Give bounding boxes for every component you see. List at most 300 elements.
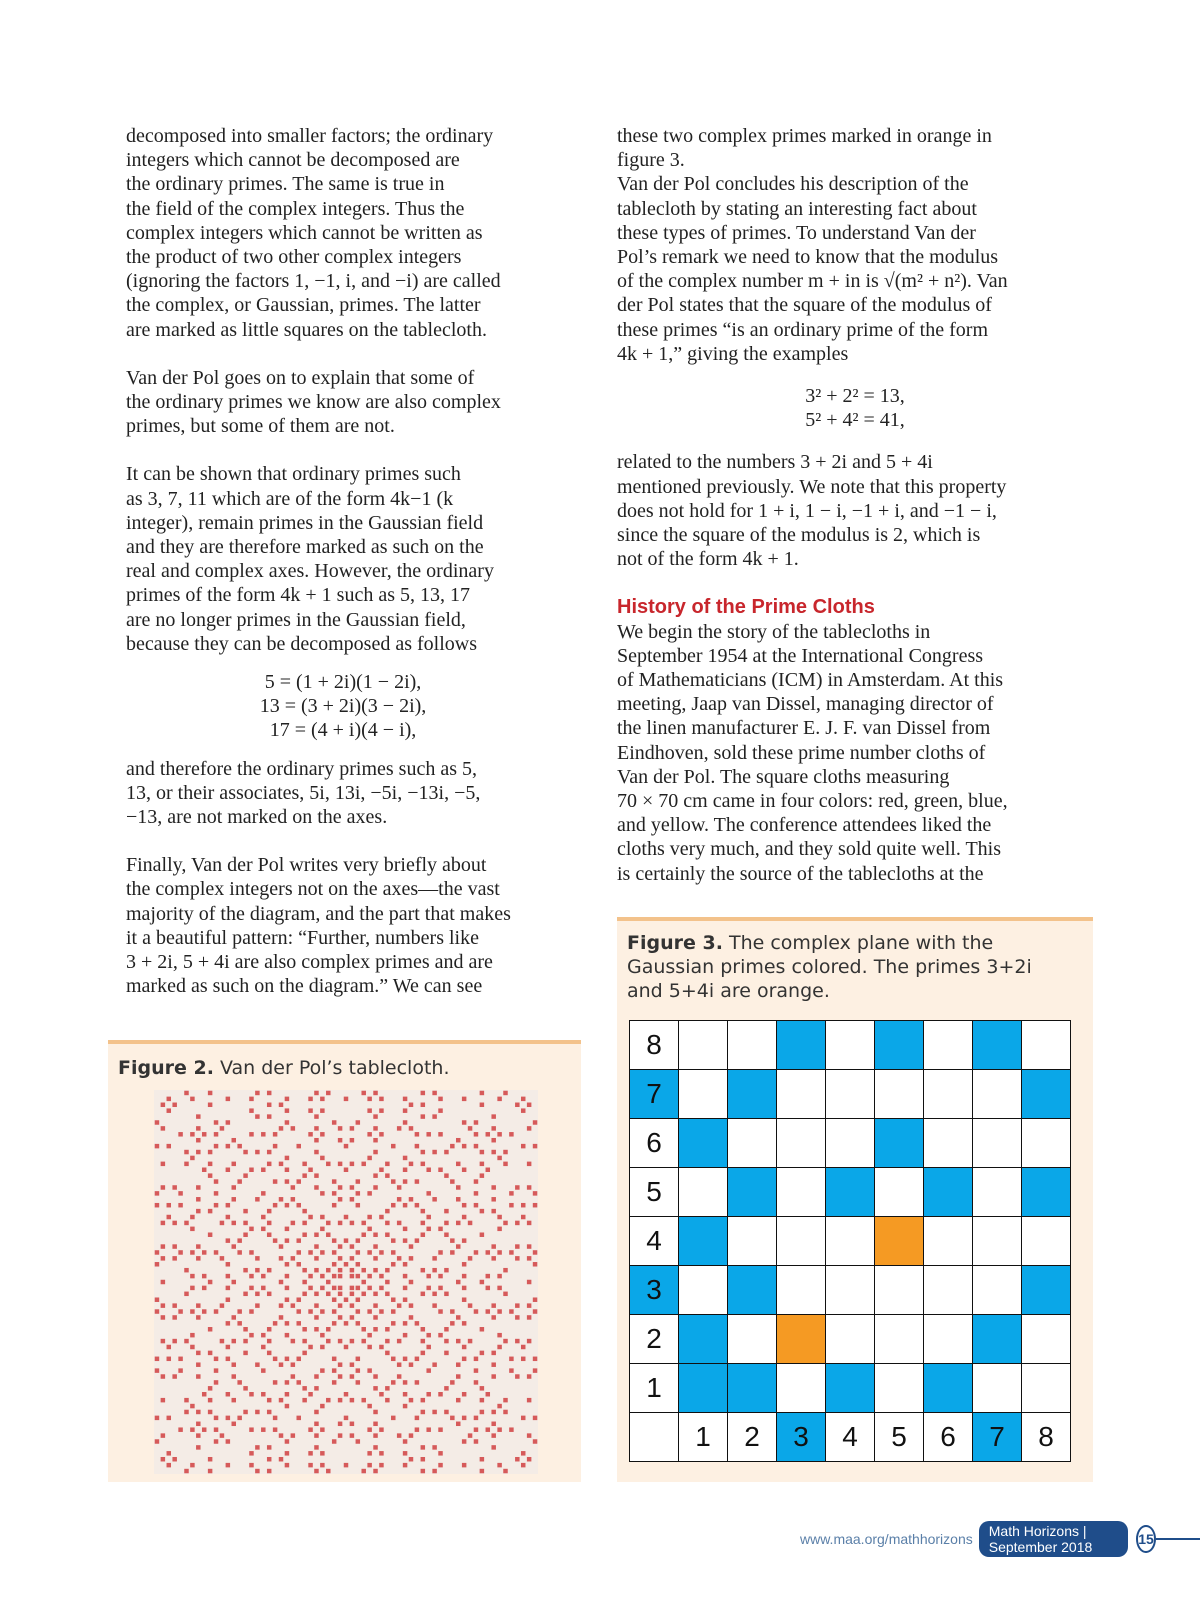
cloth-dot xyxy=(255,1292,259,1296)
text-line: Finally, Van der Pol writes very briefly about xyxy=(126,854,487,877)
cloth-dot xyxy=(190,1333,194,1337)
cloth-dot xyxy=(291,1374,295,1378)
cloth-dot xyxy=(456,1398,460,1402)
text-line: and yellow. The conference attendees liked the xyxy=(617,814,992,837)
prime-cell xyxy=(923,1167,973,1217)
cloth-dot xyxy=(332,1368,336,1372)
cloth-dot xyxy=(480,1150,484,1154)
cloth-dot xyxy=(491,1114,495,1118)
cloth-dot xyxy=(438,1274,442,1278)
cloth-dot xyxy=(373,1469,377,1473)
cloth-dot xyxy=(456,1362,460,1366)
cloth-dot xyxy=(214,1179,218,1183)
grid-cell xyxy=(678,1167,728,1217)
cloth-dot xyxy=(273,1179,277,1183)
cloth-dot xyxy=(515,1221,519,1225)
figure-label: Figure 3. xyxy=(627,932,723,954)
cloth-dot xyxy=(302,1351,306,1355)
cloth-dot xyxy=(196,1138,200,1142)
cloth-dot xyxy=(302,1173,306,1177)
cloth-dot xyxy=(426,1215,430,1219)
cloth-dot xyxy=(474,1203,478,1207)
cloth-dot xyxy=(533,1368,537,1372)
cloth-dot xyxy=(308,1168,312,1172)
cloth-dot xyxy=(314,1268,318,1272)
cloth-dot xyxy=(450,1250,454,1254)
cloth-dot xyxy=(474,1416,478,1420)
cloth-dot xyxy=(527,1221,531,1225)
cloth-dot xyxy=(273,1427,277,1431)
cloth-dot xyxy=(385,1221,389,1225)
cloth-dot xyxy=(302,1232,306,1236)
text-line: Van der Pol. The square cloths measuring xyxy=(617,765,950,788)
cloth-dot xyxy=(302,1339,306,1343)
cloth-dot xyxy=(320,1274,324,1278)
cloth-dot xyxy=(296,1144,300,1148)
cloth-dot xyxy=(279,1303,283,1307)
cloth-dot xyxy=(314,1292,318,1296)
cloth-dot xyxy=(497,1097,501,1101)
cloth-dot xyxy=(172,1315,176,1319)
cloth-dot xyxy=(214,1250,218,1254)
cloth-dot xyxy=(403,1404,407,1408)
cloth-dot xyxy=(438,1463,442,1467)
cloth-dot xyxy=(302,1280,306,1284)
cloth-dot xyxy=(432,1150,436,1154)
cloth-dot xyxy=(214,1380,218,1384)
cloth-dot xyxy=(474,1191,478,1195)
cloth-dot xyxy=(379,1286,383,1290)
cloth-dot xyxy=(350,1138,354,1142)
cloth-dot xyxy=(302,1327,306,1331)
cloth-dot xyxy=(385,1292,389,1296)
cloth-dot xyxy=(208,1150,212,1154)
cloth-dot xyxy=(190,1345,194,1349)
grid-cell xyxy=(727,1118,777,1168)
text-line: tablecloth by stating an interesting fact about xyxy=(617,197,977,220)
cloth-dot xyxy=(444,1232,448,1236)
cloth-dot xyxy=(167,1451,171,1455)
cloth-dot xyxy=(491,1422,495,1426)
cloth-dot xyxy=(261,1191,265,1195)
cloth-dot xyxy=(367,1191,371,1195)
cloth-dot xyxy=(350,1162,354,1166)
cloth-dot xyxy=(503,1268,507,1272)
grid-cell xyxy=(727,1020,777,1070)
cloth-dot xyxy=(379,1309,383,1313)
cloth-dot xyxy=(421,1445,425,1449)
cloth-dot xyxy=(356,1297,360,1301)
cloth-dot xyxy=(468,1221,472,1225)
text-line: 3² + 2² = 13, xyxy=(805,385,905,408)
cloth-dot xyxy=(491,1410,495,1414)
cloth-dot xyxy=(267,1292,271,1296)
cloth-dot xyxy=(155,1262,159,1266)
cloth-dot xyxy=(302,1209,306,1213)
text-line: Eindhoven, sold these prime number cloths of xyxy=(617,741,986,764)
cloth-dot xyxy=(356,1250,360,1254)
cloth-dot xyxy=(178,1203,182,1207)
cloth-dot xyxy=(267,1327,271,1331)
cloth-dot xyxy=(338,1221,342,1225)
figure-3-caption xyxy=(627,931,1077,1003)
cloth-dot xyxy=(285,1321,289,1325)
cloth-dot xyxy=(155,1191,159,1195)
cloth-dot xyxy=(503,1469,507,1473)
column-label: 1 xyxy=(678,1412,728,1462)
cloth-dot xyxy=(480,1351,484,1355)
cloth-dot xyxy=(178,1191,182,1195)
text-line: since the square of the modulus is 2, which is xyxy=(617,524,981,547)
cloth-dot xyxy=(450,1380,454,1384)
paragraph xyxy=(108,853,578,998)
cloth-dot xyxy=(285,1203,289,1207)
cloth-dot xyxy=(456,1374,460,1378)
cloth-dot xyxy=(220,1256,224,1260)
cloth-dot xyxy=(296,1357,300,1361)
cloth-dot xyxy=(332,1380,336,1384)
cloth-dot xyxy=(474,1357,478,1361)
text-line: primes, but some of them are not. xyxy=(126,415,395,438)
cloth-dot xyxy=(267,1150,271,1154)
cloth-dot xyxy=(415,1416,419,1420)
cloth-dot xyxy=(450,1238,454,1242)
cloth-dot xyxy=(226,1357,230,1361)
cloth-dot xyxy=(462,1357,466,1361)
cloth-dot xyxy=(155,1309,159,1313)
cloth-dot xyxy=(438,1227,442,1231)
cloth-dot xyxy=(232,1244,236,1248)
cloth-dot xyxy=(356,1286,360,1290)
gaussian-prime-grid xyxy=(629,1020,1079,1470)
cloth-dot xyxy=(462,1168,466,1172)
cloth-dot xyxy=(326,1398,330,1402)
cloth-dot xyxy=(515,1103,519,1107)
cloth-dot xyxy=(326,1280,330,1284)
cloth-dot xyxy=(202,1427,206,1431)
cloth-dot xyxy=(527,1162,531,1166)
cloth-dot xyxy=(285,1262,289,1266)
cloth-dot xyxy=(456,1339,460,1343)
cloth-dot xyxy=(515,1303,519,1307)
cloth-dot xyxy=(421,1469,425,1473)
cloth-dot xyxy=(338,1433,342,1437)
cloth-dot xyxy=(438,1132,442,1136)
cloth-dot xyxy=(480,1469,484,1473)
cloth-dot xyxy=(338,1256,342,1260)
cloth-dot xyxy=(255,1303,259,1307)
cloth-dot xyxy=(356,1179,360,1183)
text-line: the complex, or Gaussian, primes. The latter xyxy=(126,294,481,317)
row-label: 6 xyxy=(629,1118,679,1168)
cloth-dot xyxy=(232,1185,236,1189)
cloth-dot xyxy=(190,1156,194,1160)
cloth-dot xyxy=(361,1280,365,1284)
prime-cell xyxy=(776,1020,826,1070)
cloth-dot xyxy=(196,1374,200,1378)
cloth-dot xyxy=(208,1457,212,1461)
cloth-dot xyxy=(486,1309,490,1313)
grid-cell xyxy=(678,1069,728,1119)
cloth-dot xyxy=(403,1297,407,1301)
row-label: 7 xyxy=(629,1069,679,1119)
cloth-dot xyxy=(373,1173,377,1177)
cloth-dot xyxy=(308,1345,312,1349)
cloth-dot xyxy=(226,1144,230,1148)
cloth-dot xyxy=(214,1368,218,1372)
cloth-dot xyxy=(527,1374,531,1378)
cloth-dot xyxy=(161,1244,165,1248)
cloth-dot xyxy=(296,1262,300,1266)
cloth-dot xyxy=(279,1126,283,1130)
cloth-dot xyxy=(208,1386,212,1390)
cloth-dot xyxy=(456,1244,460,1248)
text-line: as 3, 7, 11 which are of the form 4k−1 (k xyxy=(126,487,454,510)
grid-cell xyxy=(727,1216,777,1266)
cloth-dot xyxy=(338,1374,342,1378)
cloth-dot xyxy=(255,1256,259,1260)
cloth-dot xyxy=(279,1280,283,1284)
cloth-dot xyxy=(249,1451,253,1455)
text-line: It can be shown that ordinary primes such xyxy=(126,463,461,486)
equation-block xyxy=(108,670,578,743)
paragraph xyxy=(108,366,578,439)
cloth-dot xyxy=(456,1422,460,1426)
cloth-dot xyxy=(196,1351,200,1355)
cloth-dot xyxy=(397,1126,401,1130)
cloth-dot xyxy=(426,1286,430,1290)
cloth-dot xyxy=(521,1108,525,1112)
text-line: the linen manufacturer E. J. F. van Dissel from xyxy=(617,717,991,740)
cloth-dot xyxy=(391,1144,395,1148)
cloth-dot xyxy=(338,1292,342,1296)
cloth-dot xyxy=(350,1374,354,1378)
cloth-dot xyxy=(267,1232,271,1236)
cloth-dot xyxy=(285,1156,289,1160)
cloth-dot xyxy=(202,1274,206,1278)
cloth-dot xyxy=(474,1250,478,1254)
figure-caption-line: and 5+4i are orange. xyxy=(627,980,830,1002)
cloth-dot xyxy=(279,1103,283,1107)
cloth-dot xyxy=(249,1427,253,1431)
cloth-dot xyxy=(344,1168,348,1172)
cloth-dot xyxy=(308,1286,312,1290)
cloth-dot xyxy=(491,1150,495,1154)
cloth-dot xyxy=(509,1309,513,1313)
grid-cell xyxy=(923,1069,973,1119)
cloth-dot xyxy=(403,1156,407,1160)
cloth-dot xyxy=(450,1321,454,1325)
cloth-dot xyxy=(226,1215,230,1219)
cloth-dot xyxy=(202,1286,206,1290)
cloth-dot xyxy=(403,1392,407,1396)
cloth-dot xyxy=(155,1357,159,1361)
cloth-dot xyxy=(497,1227,501,1231)
cloth-dot xyxy=(497,1463,501,1467)
cloth-dot xyxy=(468,1433,472,1437)
cloth-dot xyxy=(190,1097,194,1101)
cloth-dot xyxy=(172,1221,176,1225)
cloth-dot xyxy=(314,1386,318,1390)
cloth-dot xyxy=(480,1103,484,1107)
cloth-dot xyxy=(237,1380,241,1384)
tablecloth-image xyxy=(154,1090,538,1474)
cloth-dot xyxy=(308,1132,312,1136)
cloth-dot xyxy=(480,1398,484,1402)
cloth-dot xyxy=(308,1427,312,1431)
cloth-dot xyxy=(291,1197,295,1201)
cloth-dot xyxy=(356,1203,360,1207)
cloth-dot xyxy=(155,1144,159,1148)
cloth-dot xyxy=(296,1321,300,1325)
cloth-dot xyxy=(350,1422,354,1426)
cloth-dot xyxy=(184,1150,188,1154)
cloth-dot xyxy=(421,1457,425,1461)
cloth-dot xyxy=(373,1185,377,1189)
cloth-dot xyxy=(456,1280,460,1284)
cloth-dot xyxy=(379,1274,383,1278)
cloth-dot xyxy=(196,1150,200,1154)
cloth-dot xyxy=(373,1374,377,1378)
cloth-dot xyxy=(367,1156,371,1160)
cloth-dot xyxy=(497,1286,501,1290)
cloth-dot xyxy=(167,1203,171,1207)
cloth-dot xyxy=(232,1221,236,1225)
text-line: 13, or their associates, 5i, 13i, −5i, −13i, −5, xyxy=(126,781,481,804)
text-line: mentioned previously. We note that this property xyxy=(617,475,1007,498)
cloth-dot xyxy=(350,1315,354,1319)
cloth-dot xyxy=(397,1374,401,1378)
cloth-dot xyxy=(462,1286,466,1290)
cloth-dot xyxy=(403,1227,407,1231)
cloth-dot xyxy=(344,1238,348,1242)
cloth-dot xyxy=(296,1179,300,1183)
cloth-dot xyxy=(332,1439,336,1443)
cloth-dot xyxy=(403,1451,407,1455)
cloth-dot xyxy=(421,1351,425,1355)
cloth-dot xyxy=(438,1108,442,1112)
cloth-dot xyxy=(314,1173,318,1177)
cloth-dot xyxy=(503,1162,507,1166)
cloth-dot xyxy=(361,1162,365,1166)
cloth-dot xyxy=(426,1132,430,1136)
cloth-dot xyxy=(356,1238,360,1242)
cloth-dot xyxy=(155,1439,159,1443)
cloth-dot xyxy=(202,1392,206,1396)
cloth-dot xyxy=(421,1339,425,1343)
cloth-dot xyxy=(214,1144,218,1148)
cloth-dot xyxy=(314,1114,318,1118)
cloth-dot xyxy=(255,1410,259,1414)
text-line: 70 × 70 cm came in four colors: red, green, blue, xyxy=(617,790,1008,813)
cloth-dot xyxy=(326,1091,330,1095)
cloth-dot xyxy=(438,1333,442,1337)
cloth-dot xyxy=(326,1469,330,1473)
cloth-dot xyxy=(409,1280,413,1284)
cloth-dot xyxy=(184,1292,188,1296)
cloth-dot xyxy=(397,1256,401,1260)
cloth-dot xyxy=(444,1150,448,1154)
cloth-dot xyxy=(367,1463,371,1467)
cloth-dot xyxy=(486,1274,490,1278)
cloth-dot xyxy=(456,1221,460,1225)
column-label: 5 xyxy=(874,1412,924,1462)
cloth-dot xyxy=(462,1463,466,1467)
cloth-dot xyxy=(515,1457,519,1461)
cloth-dot xyxy=(509,1368,513,1372)
cloth-dot xyxy=(344,1321,348,1325)
cloth-dot xyxy=(332,1179,336,1183)
cloth-dot xyxy=(432,1268,436,1272)
cloth-dot xyxy=(456,1162,460,1166)
cloth-dot xyxy=(279,1244,283,1248)
cloth-dot xyxy=(497,1427,501,1431)
cloth-dot xyxy=(403,1120,407,1124)
cloth-dot xyxy=(350,1126,354,1130)
cloth-dot xyxy=(373,1126,377,1130)
text-line: the ordinary primes. The same is true in xyxy=(126,173,445,196)
cloth-dot xyxy=(261,1227,265,1231)
cloth-dot xyxy=(232,1162,236,1166)
cloth-dot xyxy=(302,1292,306,1296)
cloth-dot xyxy=(350,1268,354,1272)
cloth-dot xyxy=(468,1339,472,1343)
cloth-dot xyxy=(480,1209,484,1213)
cloth-dot xyxy=(432,1114,436,1118)
cloth-dot xyxy=(432,1197,436,1201)
cloth-dot xyxy=(503,1091,507,1095)
cloth-dot xyxy=(379,1097,383,1101)
text-line: does not hold for 1 + i, 1 − i, −1 + i, and −1 − i, xyxy=(617,499,997,522)
cloth-dot xyxy=(196,1114,200,1118)
cloth-dot xyxy=(184,1091,188,1095)
cloth-dot xyxy=(326,1339,330,1343)
cloth-dot xyxy=(338,1339,342,1343)
cloth-dot xyxy=(344,1097,348,1101)
cloth-dot xyxy=(474,1144,478,1148)
cloth-dot xyxy=(385,1327,389,1331)
cloth-dot xyxy=(261,1132,265,1136)
cloth-dot xyxy=(226,1321,230,1325)
cloth-dot xyxy=(320,1097,324,1101)
cloth-dot xyxy=(373,1150,377,1154)
prime-cell xyxy=(874,1020,924,1070)
cloth-dot xyxy=(474,1132,478,1136)
cloth-dot xyxy=(308,1108,312,1112)
grid-cell xyxy=(776,1265,826,1315)
cloth-dot xyxy=(338,1274,342,1278)
cloth-dot xyxy=(421,1292,425,1296)
cloth-dot xyxy=(426,1227,430,1231)
cloth-dot xyxy=(521,1097,525,1101)
cloth-dot xyxy=(249,1392,253,1396)
cloth-dot xyxy=(314,1374,318,1378)
cloth-dot xyxy=(232,1138,236,1142)
cloth-dot xyxy=(462,1097,466,1101)
cloth-dot xyxy=(474,1309,478,1313)
cloth-dot xyxy=(320,1333,324,1337)
cloth-dot xyxy=(190,1250,194,1254)
cloth-dot xyxy=(450,1416,454,1420)
cloth-dot xyxy=(267,1339,271,1343)
cloth-dot xyxy=(480,1410,484,1414)
cloth-dot xyxy=(350,1303,354,1307)
issue-badge: Math Horizons | September 2018 xyxy=(979,1521,1129,1557)
cloth-dot xyxy=(320,1345,324,1349)
cloth-dot xyxy=(320,1215,324,1219)
cloth-dot xyxy=(361,1327,365,1331)
cloth-dot xyxy=(326,1292,330,1296)
